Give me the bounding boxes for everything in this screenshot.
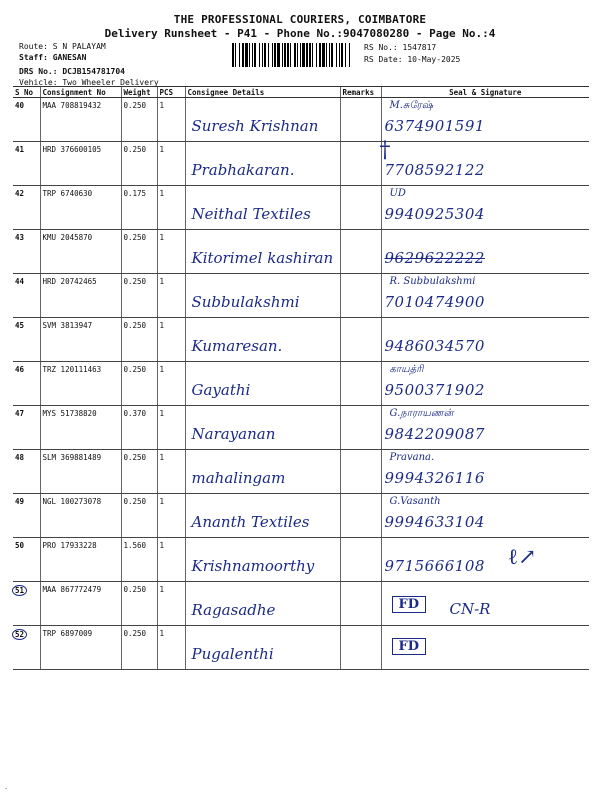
cell-weight: 0.250	[121, 626, 157, 670]
phone-handwriting: 9500371902	[384, 381, 485, 399]
footer-mark: ·	[4, 785, 9, 793]
cell-consignment: HRD 20742465	[40, 274, 121, 318]
cell-sno	[13, 230, 40, 274]
route-label: Route: S N PALAYAM	[19, 42, 106, 51]
fd-stamp: FD	[392, 596, 427, 613]
barcode-bar	[326, 43, 327, 67]
cell-pcs: 1	[157, 582, 185, 626]
cell-weight: 0.250	[121, 98, 157, 142]
cell-consignee	[185, 538, 340, 582]
signature-scribble: ℓ↗	[507, 545, 537, 570]
sno-value: 48	[15, 453, 25, 462]
cell-sno	[13, 582, 40, 626]
phone-handwriting: 9715666108	[384, 557, 485, 575]
cell-consignee	[185, 582, 340, 626]
signature-handwriting: காயத்ரி	[389, 364, 424, 375]
phone-handwriting: 9940925304	[384, 205, 485, 223]
barcode-bar	[322, 43, 325, 67]
sno-value: 46	[15, 365, 25, 374]
cell-remarks	[340, 494, 381, 538]
barcode-bar	[309, 43, 311, 67]
barcode-bar	[274, 43, 276, 67]
sno-value: 43	[15, 233, 25, 242]
barcode-bar	[268, 43, 269, 67]
sno-value: 49	[15, 497, 25, 506]
staff-label: Staff: GANESAN	[19, 53, 87, 62]
table-row	[13, 186, 589, 230]
phone-handwriting: 9994633104	[384, 513, 485, 531]
cell-consignment: TRP 6740630	[40, 186, 121, 230]
cell-consignment: NGL 100273078	[40, 494, 121, 538]
table-row	[13, 98, 589, 142]
cell-pcs: 1	[157, 626, 185, 670]
cell-sno	[13, 274, 40, 318]
signature-handwriting: UD	[389, 188, 406, 199]
phone-handwriting: 9486034570	[384, 337, 485, 355]
cell-remarks	[340, 450, 381, 494]
phone-handwriting: 7708592122	[384, 161, 485, 179]
table-row	[13, 142, 589, 186]
barcode-bar	[284, 43, 286, 67]
cell-remarks	[340, 230, 381, 274]
cell-weight: 0.250	[121, 582, 157, 626]
cell-sno	[13, 362, 40, 406]
cell-signature	[381, 274, 589, 318]
table-row	[13, 582, 589, 626]
barcode-bar	[331, 43, 333, 67]
phone-handwriting: 7010474900	[384, 293, 485, 311]
fd-stamp: FD	[392, 638, 427, 655]
consignee-handwriting: Kumaresan.	[191, 337, 283, 355]
cell-signature	[379, 138, 589, 186]
cell-signature	[381, 98, 589, 142]
barcode-bar	[329, 43, 330, 67]
signature-handwriting: G.நாராயணன்	[389, 408, 454, 419]
cell-signature	[381, 230, 589, 274]
cell-sno	[13, 494, 40, 538]
cell-consignment: MYS 51738820	[40, 406, 121, 450]
cell-consignment: KMU 2045870	[40, 230, 121, 274]
table-row	[13, 538, 589, 582]
table-row	[13, 274, 589, 318]
cell-sno	[13, 142, 40, 186]
barcode-bar	[294, 43, 296, 67]
cell-weight: 0.250	[121, 450, 157, 494]
col-remarks: Remarks	[340, 87, 381, 98]
consignee-handwriting: mahalingam	[191, 469, 286, 487]
sno-value: 52	[12, 629, 27, 640]
right-meta	[364, 42, 460, 65]
consignee-handwriting: Prabhakaran.	[191, 161, 295, 179]
consignee-handwriting: Ananth Textiles	[191, 513, 310, 531]
consignee-handwriting: Kitorimel kashiran	[191, 249, 334, 267]
table-row	[13, 494, 589, 538]
cell-sno	[13, 538, 40, 582]
cell-remarks	[340, 274, 381, 318]
sno-value: 41	[15, 145, 25, 154]
cell-pcs: 1	[157, 230, 185, 274]
barcode-bar	[300, 43, 301, 67]
barcode-bar	[302, 43, 305, 67]
cell-sno	[13, 406, 40, 450]
cell-pcs: 1	[157, 362, 185, 406]
cell-signature	[381, 362, 589, 406]
col-sno: S No	[13, 87, 40, 98]
cell-consignment: SLM 369881489	[40, 450, 121, 494]
barcode-bar	[306, 43, 308, 67]
signature-handwriting: Pravana.	[389, 452, 435, 463]
rs-date: RS Date: 10-May-2025	[364, 55, 461, 64]
barcode	[232, 43, 350, 67]
barcode-bar	[254, 43, 256, 67]
cell-consignment: TRP 6897009	[40, 626, 121, 670]
company-title: THE PROFESSIONAL COURIERS, COIMBATORE	[173, 13, 427, 26]
consignee-handwriting: Subbulakshmi	[191, 293, 300, 311]
barcode-bar	[235, 43, 236, 67]
barcode-bar	[341, 43, 343, 67]
sno-value: 50	[15, 541, 25, 550]
barcode-bar	[259, 43, 260, 67]
drs-label: DRS No.: DCJB154781704	[19, 67, 125, 76]
sno-value: 42	[15, 189, 25, 198]
cell-signature	[381, 538, 589, 582]
cell-remarks	[340, 318, 381, 362]
cell-consignment: HRD 376600105	[40, 142, 121, 186]
table-row	[13, 362, 589, 406]
left-meta	[19, 41, 159, 88]
cell-signature	[381, 494, 589, 538]
cell-pcs: 1	[157, 450, 185, 494]
barcode-bar	[245, 43, 248, 67]
barcode-bar	[249, 43, 250, 67]
barcode-bar	[345, 43, 346, 67]
cell-weight: 0.250	[121, 362, 157, 406]
table-row	[13, 450, 589, 494]
cell-sno	[13, 318, 40, 362]
cell-remarks	[340, 186, 381, 230]
cell-pcs: 1	[157, 274, 185, 318]
barcode-bar	[262, 43, 263, 67]
barcode-bar	[272, 43, 273, 67]
cell-consignment: PRO 17933228	[40, 538, 121, 582]
consignee-handwriting: Krishnamoorthy	[191, 557, 315, 575]
cell-consignment: MAA 867772479	[40, 582, 121, 626]
vehicle-label: Vehicle: Two Wheeler Delivery	[19, 78, 159, 87]
cell-consignee	[185, 494, 340, 538]
cell-remarks	[340, 98, 381, 142]
table-row	[13, 406, 589, 450]
runsheet-table	[13, 86, 589, 670]
consignee-handwriting: Suresh Krishnan	[191, 117, 319, 135]
table-row	[13, 230, 589, 274]
cell-consignee	[185, 274, 340, 318]
cell-weight: 0.250	[121, 230, 157, 274]
sno-value: 44	[15, 277, 25, 286]
cell-signature	[381, 186, 589, 230]
col-signature: Seal & Signature	[381, 87, 589, 98]
sno-value: 45	[15, 321, 25, 330]
cell-consignee	[185, 230, 340, 274]
col-consignee: Consignee Details	[185, 87, 340, 98]
cell-weight: 0.370	[121, 406, 157, 450]
barcode-bar	[316, 43, 317, 67]
barcode-bar	[339, 43, 340, 67]
consignee-handwriting: Narayanan	[191, 425, 276, 443]
table-row	[13, 318, 589, 362]
cell-remarks	[340, 538, 381, 582]
cell-pcs: 1	[157, 538, 185, 582]
runsheet-subtitle: Delivery Runsheet - P41 - Phone No.:9047080280 - Page No.:4	[104, 27, 496, 40]
cell-weight: 0.175	[121, 186, 157, 230]
cn-remark: CN-R	[449, 600, 491, 618]
barcode-bar	[312, 43, 313, 67]
cell-remarks	[340, 626, 381, 670]
col-consignment: Consignment No	[40, 87, 121, 98]
barcode-bar	[336, 43, 337, 67]
cell-signature	[381, 450, 589, 494]
consignee-handwriting: Neithal Textiles	[191, 205, 311, 223]
signature-handwriting: G.Vasanth	[389, 496, 441, 507]
cell-consignment: SVM 3813947	[40, 318, 121, 362]
cell-weight: 0.250	[121, 274, 157, 318]
cell-sno	[13, 98, 40, 142]
sno-value: 40	[15, 101, 25, 110]
cell-consignee	[185, 406, 340, 450]
cell-signature	[381, 318, 589, 362]
cell-remarks	[340, 362, 381, 406]
cell-weight: 1.560	[121, 538, 157, 582]
cell-sno	[13, 450, 40, 494]
cell-weight: 0.250	[121, 318, 157, 362]
barcode-bar	[349, 43, 350, 67]
cell-pcs: 1	[157, 142, 185, 186]
cell-pcs: 1	[157, 98, 185, 142]
consignee-handwriting: Gayathi	[191, 381, 251, 399]
consignee-handwriting: Pugalenthi	[191, 645, 274, 663]
cell-weight: 0.250	[121, 494, 157, 538]
rs-number: RS No.: 1547817	[364, 43, 437, 52]
barcode-bar	[252, 43, 253, 67]
cell-consignee	[185, 186, 340, 230]
barcode-bar	[282, 43, 283, 67]
barcode-bar	[319, 43, 321, 67]
phone-handwriting: 9629622222	[384, 249, 485, 267]
cell-consignee	[185, 362, 340, 406]
cell-pcs: 1	[157, 406, 185, 450]
phone-handwriting: 9842209087	[384, 425, 485, 443]
barcode-bar	[290, 43, 291, 67]
barcode-bar	[232, 43, 234, 67]
cell-remarks	[340, 582, 381, 626]
table-row	[13, 626, 589, 670]
barcode-bar	[277, 43, 280, 67]
cell-consignee	[185, 626, 340, 670]
cell-consignee	[185, 450, 340, 494]
col-weight: Weight	[121, 87, 157, 98]
signature-handwriting: R. Subbulakshmi	[389, 276, 476, 287]
cell-pcs: 1	[157, 318, 185, 362]
barcode-bar	[242, 43, 244, 67]
cell-signature	[381, 626, 589, 670]
cell-remarks	[340, 406, 381, 450]
cell-remarks	[340, 142, 381, 186]
table-header	[13, 87, 589, 98]
cell-signature	[381, 406, 589, 450]
col-pcs: PCS	[157, 87, 185, 98]
cell-consignee	[185, 142, 340, 186]
cell-sno	[13, 626, 40, 670]
cell-consignee	[185, 98, 340, 142]
cell-signature	[381, 582, 589, 626]
cell-pcs: 1	[157, 494, 185, 538]
phone-handwriting: 9994326116	[384, 469, 485, 487]
barcode-bar	[239, 43, 240, 67]
cell-consignment: TRZ 120111463	[40, 362, 121, 406]
cell-pcs: 1	[157, 186, 185, 230]
cell-sno	[13, 186, 40, 230]
signature-handwriting: M.சுரேஷ்	[389, 100, 433, 111]
barcode-bar	[297, 43, 298, 67]
sno-value: 51	[12, 585, 27, 596]
barcode-bar	[287, 43, 289, 67]
signature-scribble: †	[379, 138, 391, 163]
cell-weight: 0.250	[121, 142, 157, 186]
phone-handwriting: 6374901591	[384, 117, 485, 135]
sno-value: 47	[15, 409, 25, 418]
cell-consignment: MAA 708819432	[40, 98, 121, 142]
consignee-handwriting: Ragasadhe	[191, 601, 276, 619]
barcode-bar	[264, 43, 266, 67]
cell-consignee	[185, 318, 340, 362]
